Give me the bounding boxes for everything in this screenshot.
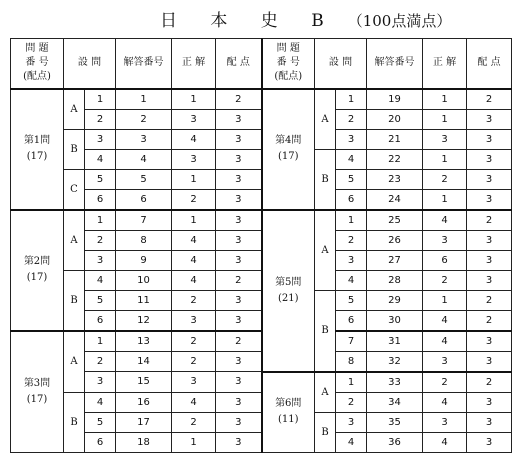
score-value: 2 xyxy=(467,372,512,393)
correct-answer: 3 xyxy=(172,149,216,169)
answer-number: 21 xyxy=(367,129,423,149)
answer-number: 36 xyxy=(367,432,423,452)
score-value: 2 xyxy=(467,310,512,331)
question-cell xyxy=(262,210,315,372)
score-value: 3 xyxy=(216,412,262,432)
score-value: 3 xyxy=(216,129,262,149)
correct-answer: 3 xyxy=(423,351,467,372)
score-value: 3 xyxy=(216,230,262,250)
header-correct-left: 正 解 xyxy=(172,39,216,89)
score-value: 3 xyxy=(467,129,512,149)
question-label: 第4問 xyxy=(275,135,302,146)
correct-answer: 3 xyxy=(172,372,216,393)
correct-answer: 4 xyxy=(423,310,467,331)
part-number: 1 xyxy=(85,210,116,231)
score-value: 3 xyxy=(467,270,512,290)
part-number: 2 xyxy=(336,392,367,412)
correct-answer: 1 xyxy=(172,432,216,452)
part-number: 1 xyxy=(336,210,367,231)
table-row xyxy=(11,331,512,352)
part-number: 2 xyxy=(85,230,116,250)
correct-answer: 4 xyxy=(172,250,216,270)
answer-number: 3 xyxy=(116,129,172,149)
table-row xyxy=(11,169,512,189)
score-value: 3 xyxy=(216,109,262,129)
question-points: (17) xyxy=(26,272,48,283)
section-letter: B xyxy=(315,290,336,372)
header-correct-right: 正 解 xyxy=(423,39,467,89)
part-number: 3 xyxy=(85,129,116,149)
answer-number: 34 xyxy=(367,392,423,412)
correct-answer: 1 xyxy=(423,109,467,129)
part-number: 3 xyxy=(336,129,367,149)
table-row xyxy=(11,270,512,290)
score-value: 2 xyxy=(467,210,512,231)
correct-answer: 1 xyxy=(172,210,216,231)
answer-number: 26 xyxy=(367,230,423,250)
answer-number: 11 xyxy=(116,290,172,310)
header-part-right: 設 問 xyxy=(315,39,367,89)
part-number: 5 xyxy=(336,290,367,310)
correct-answer: 4 xyxy=(423,210,467,231)
part-number: 3 xyxy=(85,372,116,393)
section-letter: B xyxy=(315,412,336,452)
table-row xyxy=(11,89,512,110)
score-value: 3 xyxy=(467,331,512,352)
table-row xyxy=(11,250,512,270)
answer-number: 16 xyxy=(116,392,172,412)
answer-number: 33 xyxy=(367,372,423,393)
part-number: 6 xyxy=(85,310,116,331)
table-row xyxy=(11,432,512,452)
title-subject: 日 本 史 B xyxy=(160,11,338,31)
question-points: (21) xyxy=(277,292,299,304)
score-value: 2 xyxy=(216,89,262,110)
part-number: 3 xyxy=(85,250,116,270)
section-letter: A xyxy=(64,331,85,393)
correct-answer: 2 xyxy=(172,331,216,352)
part-number: 6 xyxy=(85,432,116,452)
answer-number: 32 xyxy=(367,351,423,372)
section-letter: A xyxy=(315,89,336,150)
table-row xyxy=(11,372,512,393)
correct-answer: 4 xyxy=(172,270,216,290)
correct-answer: 4 xyxy=(423,392,467,412)
section-letter: A xyxy=(315,372,336,413)
correct-answer: 4 xyxy=(172,129,216,149)
answer-number: 10 xyxy=(116,270,172,290)
table-row xyxy=(11,310,512,331)
score-value: 3 xyxy=(467,189,512,210)
table-row xyxy=(11,290,512,310)
question-cell xyxy=(11,89,64,210)
score-value: 3 xyxy=(216,432,262,452)
table-row xyxy=(11,230,512,250)
score-value: 3 xyxy=(216,210,262,231)
part-number: 3 xyxy=(336,250,367,270)
part-number: 5 xyxy=(85,412,116,432)
part-number: 5 xyxy=(85,169,116,189)
part-number: 2 xyxy=(336,230,367,250)
score-value: 3 xyxy=(467,412,512,432)
correct-answer: 2 xyxy=(172,412,216,432)
page-title xyxy=(160,6,460,32)
correct-answer: 2 xyxy=(172,290,216,310)
answer-number: 24 xyxy=(367,189,423,210)
correct-answer: 3 xyxy=(423,412,467,432)
part-number: 5 xyxy=(336,169,367,189)
correct-answer: 3 xyxy=(423,129,467,149)
score-value: 2 xyxy=(467,89,512,110)
score-value: 3 xyxy=(216,189,262,210)
answer-number: 30 xyxy=(367,310,423,331)
correct-answer: 2 xyxy=(423,169,467,189)
answer-number: 31 xyxy=(367,331,423,352)
score-value: 3 xyxy=(467,432,512,452)
header-score-right: 配 点 xyxy=(467,39,512,89)
question-points: (17) xyxy=(26,151,48,162)
answer-number: 27 xyxy=(367,250,423,270)
score-value: 2 xyxy=(216,331,262,352)
table-row xyxy=(11,210,512,231)
score-value: 3 xyxy=(467,169,512,189)
part-number: 1 xyxy=(85,89,116,110)
answer-number: 7 xyxy=(116,210,172,231)
correct-answer: 1 xyxy=(423,89,467,110)
question-label: 第1問 xyxy=(23,135,51,146)
question-points: (17) xyxy=(277,151,299,162)
question-cell xyxy=(11,331,64,453)
question-label: 第6問 xyxy=(275,398,302,409)
score-value: 3 xyxy=(216,351,262,372)
score-value: 3 xyxy=(467,351,512,372)
answer-number: 4 xyxy=(116,149,172,169)
answer-number: 18 xyxy=(116,432,172,452)
answer-number: 8 xyxy=(116,230,172,250)
score-value: 3 xyxy=(216,392,262,412)
section-letter: B xyxy=(64,129,85,169)
part-number: 4 xyxy=(336,270,367,290)
correct-answer: 6 xyxy=(423,250,467,270)
answer-number: 25 xyxy=(367,210,423,231)
part-number: 5 xyxy=(85,290,116,310)
correct-answer: 1 xyxy=(172,89,216,110)
correct-answer: 2 xyxy=(423,372,467,393)
table-row xyxy=(11,129,512,149)
part-number: 3 xyxy=(336,412,367,432)
correct-answer: 2 xyxy=(172,189,216,210)
score-value: 3 xyxy=(467,109,512,129)
section-letter: B xyxy=(64,392,85,452)
score-value: 3 xyxy=(216,290,262,310)
score-value: 3 xyxy=(467,230,512,250)
correct-answer: 4 xyxy=(172,392,216,412)
header-question-right: 問 題 番 号 (配点) xyxy=(262,39,315,89)
score-value: 3 xyxy=(216,169,262,189)
answer-number: 5 xyxy=(116,169,172,189)
correct-answer: 4 xyxy=(423,432,467,452)
correct-answer: 1 xyxy=(423,189,467,210)
part-number: 4 xyxy=(85,392,116,412)
answer-number: 2 xyxy=(116,109,172,129)
score-value: 3 xyxy=(467,392,512,412)
part-number: 4 xyxy=(85,270,116,290)
header-part-left: 設 問 xyxy=(64,39,116,89)
score-value: 3 xyxy=(216,372,262,393)
correct-answer: 4 xyxy=(172,230,216,250)
table-row xyxy=(11,109,512,129)
part-number: 8 xyxy=(336,351,367,372)
question-label: 第2問 xyxy=(23,256,51,267)
correct-answer: 2 xyxy=(172,351,216,372)
section-letter: B xyxy=(64,270,85,331)
correct-answer: 4 xyxy=(423,331,467,352)
header-question-left: 問 題 番 号 (配点) xyxy=(11,39,64,89)
score-value: 3 xyxy=(467,250,512,270)
answer-number: 22 xyxy=(367,149,423,169)
question-cell xyxy=(11,210,64,331)
part-number: 7 xyxy=(336,331,367,352)
question-cell xyxy=(262,89,315,210)
section-letter: A xyxy=(315,210,336,291)
section-letter: B xyxy=(315,149,336,210)
question-points: (11) xyxy=(277,414,299,425)
header-score-left: 配 点 xyxy=(216,39,262,89)
question-cell xyxy=(262,372,315,453)
section-letter: C xyxy=(64,169,85,210)
part-number: 1 xyxy=(336,372,367,393)
correct-answer: 3 xyxy=(172,109,216,129)
score-value: 3 xyxy=(216,149,262,169)
table-row xyxy=(11,392,512,412)
header-answer-no-left: 解答番号 xyxy=(116,39,172,89)
part-number: 2 xyxy=(336,109,367,129)
answer-number: 14 xyxy=(116,351,172,372)
answer-number: 28 xyxy=(367,270,423,290)
table-row xyxy=(11,412,512,432)
answer-number: 35 xyxy=(367,412,423,432)
answer-number: 1 xyxy=(116,89,172,110)
score-value: 2 xyxy=(216,270,262,290)
section-letter: A xyxy=(64,89,85,130)
question-points: (17) xyxy=(26,393,48,405)
part-number: 1 xyxy=(336,89,367,110)
correct-answer: 1 xyxy=(423,149,467,169)
answer-number: 6 xyxy=(116,189,172,210)
section-letter: A xyxy=(64,210,85,271)
part-number: 2 xyxy=(85,109,116,129)
part-number: 4 xyxy=(336,432,367,452)
score-value: 3 xyxy=(216,250,262,270)
question-label: 第5問 xyxy=(275,276,302,288)
part-number: 6 xyxy=(85,189,116,210)
answer-number: 12 xyxy=(116,310,172,331)
table-row xyxy=(11,149,512,169)
title-points: （100点満点） xyxy=(347,12,452,30)
answer-table xyxy=(10,38,512,453)
answer-number: 23 xyxy=(367,169,423,189)
part-number: 6 xyxy=(336,189,367,210)
correct-answer: 3 xyxy=(423,230,467,250)
answer-number: 13 xyxy=(116,331,172,352)
part-number: 4 xyxy=(336,149,367,169)
correct-answer: 3 xyxy=(172,310,216,331)
table-row xyxy=(11,189,512,210)
correct-answer: 1 xyxy=(172,169,216,189)
answer-number: 17 xyxy=(116,412,172,432)
answer-number: 19 xyxy=(367,89,423,110)
header-answer-no-right: 解答番号 xyxy=(367,39,423,89)
answer-number: 15 xyxy=(116,372,172,393)
answer-number: 9 xyxy=(116,250,172,270)
table-row xyxy=(11,351,512,372)
header-row xyxy=(11,39,512,89)
part-number: 6 xyxy=(336,310,367,331)
part-number: 1 xyxy=(85,331,116,352)
score-value: 3 xyxy=(467,149,512,169)
question-label: 第3問 xyxy=(23,377,51,389)
correct-answer: 1 xyxy=(423,290,467,310)
answer-number: 20 xyxy=(367,109,423,129)
correct-answer: 2 xyxy=(423,270,467,290)
score-value: 3 xyxy=(216,310,262,331)
part-number: 2 xyxy=(85,351,116,372)
score-value: 2 xyxy=(467,290,512,310)
answer-number: 29 xyxy=(367,290,423,310)
part-number: 4 xyxy=(85,149,116,169)
